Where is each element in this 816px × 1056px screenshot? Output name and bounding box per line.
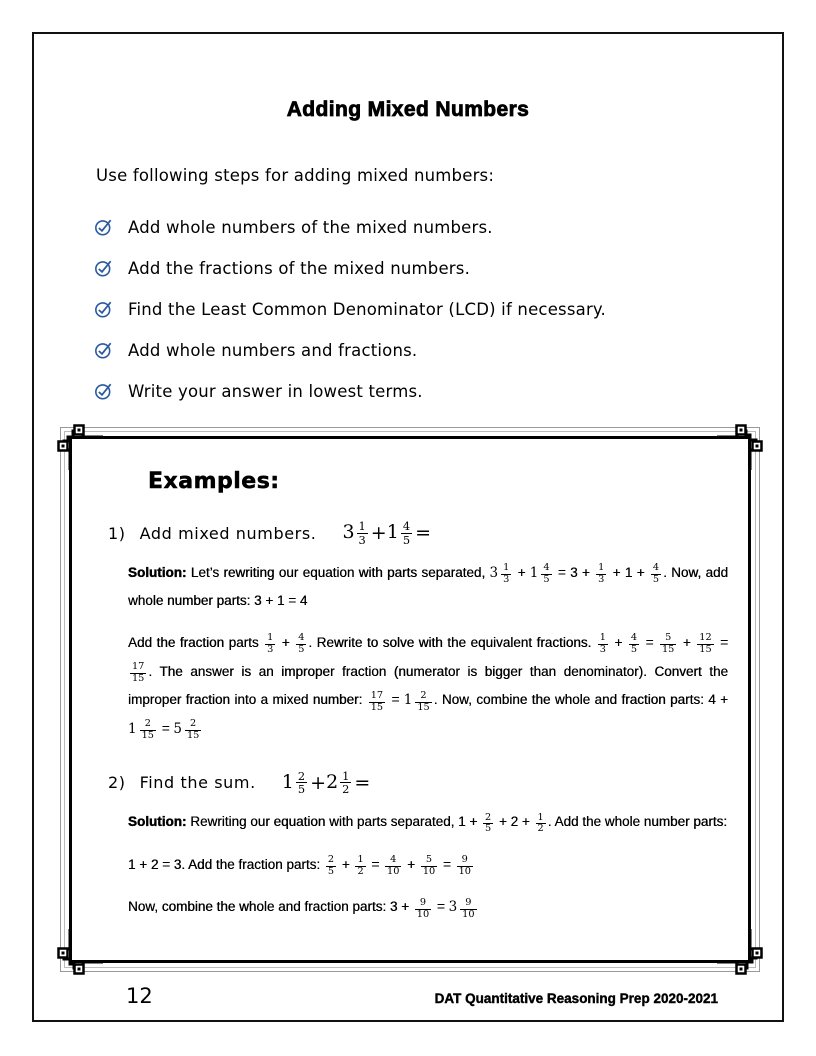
example-1 [100, 520, 730, 744]
step-item [94, 299, 782, 319]
solution-paragraph: 1 + 2 = 3. Add the fraction parts: $\frac{2}{5}$ + $\frac{1}{2}$ = $\frac{4}{10}$ + $\frac{5}{10}$ = $\frac{9}{10}$ [128, 854, 471, 878]
example-prompt-line [108, 520, 730, 547]
solution-paragraph: Solution: Let’s rewriting our equation with parts separated, 3 $\frac{1}{3}$ + 1 $\frac{4}{5}$ = 3 + $\frac{1}{3}$ + 1 + $\frac{4}{5}$ . Now, add whole number parts: 3 + 1 = 4 [128, 562, 728, 609]
solution-paragraph: Add the fraction parts $\frac{1}{3}$ + $\frac{4}{5}$ . Rewrite to solve with the equivalent fractions. $\frac{1}{3}$ + $\frac{4}{5}$ = $\frac{5}{15}$ + $\frac{12}{15}$ = $\frac{17}{15}$ . The answer is an improper fraction (numerator is bigger than denominator). Convert the improper fraction into a mixed number: $\frac{17}{15}$ = 1 $\frac{2}{15}$ . Now, combine the whole and fraction parts: 4 + 1 $\frac{2}{15}$ = 5 $\frac{2}{15}$ [128, 632, 729, 742]
step-item [94, 340, 782, 360]
step-label: Add whole numbers and fractions. [128, 340, 418, 360]
check-circle-icon [94, 340, 114, 360]
step-label: Find the Least Common Denominator (LCD) if necessary. [128, 299, 606, 319]
step-item [94, 217, 782, 237]
example-prompt: Add mixed numbers. [139, 523, 317, 543]
check-circle-icon [94, 217, 114, 237]
example-equation: 3 $\frac{1}{3}$ + 1 $\frac{4}{5}$ = [342, 519, 431, 547]
examples-box [60, 427, 760, 972]
check-circle-icon [94, 381, 114, 401]
page-border-frame [32, 32, 784, 1022]
book-title: DAT Quantitative Reasoning Prep 2020-2021 [434, 991, 718, 1006]
step-item [94, 258, 782, 278]
page-footer [126, 984, 718, 1008]
example-equation: 1 $\frac{2}{5}$ + 2 $\frac{1}{2}$ = [281, 768, 371, 797]
step-label: Add the fractions of the mixed numbers. [128, 258, 471, 278]
solution-paragraph: Now, combine the whole and fraction parts: 3 + $\frac{9}{10}$ = 3 $\frac{9}{10}$ [128, 896, 475, 920]
page-number: 12 [126, 984, 153, 1008]
check-circle-icon [94, 299, 114, 319]
page-title: Adding Mixed Numbers [286, 98, 530, 121]
example-2 [100, 770, 730, 923]
example-prompt: Find the sum. [139, 773, 256, 793]
examples-heading: Examples: [148, 469, 280, 494]
intro-text: Use following steps for adding mixed numbers: [96, 166, 495, 185]
example-number: 2) [108, 773, 126, 793]
example-solution [128, 808, 728, 922]
examples-content [72, 439, 748, 960]
example-prompt-line [108, 770, 730, 797]
example-number: 1) [108, 523, 126, 543]
step-label: Write your answer in lowest terms. [128, 381, 423, 401]
solution-paragraph: Solution: Rewriting our equation with parts separated, 1 + $\frac{2}{5}$ + 2 + $\frac{1}{2}$ . Add the whole number parts: [128, 811, 728, 835]
steps-list [34, 217, 782, 401]
step-label: Add whole numbers of the mixed numbers. [128, 217, 493, 237]
example-solution [128, 559, 728, 744]
check-circle-icon [94, 258, 114, 278]
step-item [94, 381, 782, 401]
